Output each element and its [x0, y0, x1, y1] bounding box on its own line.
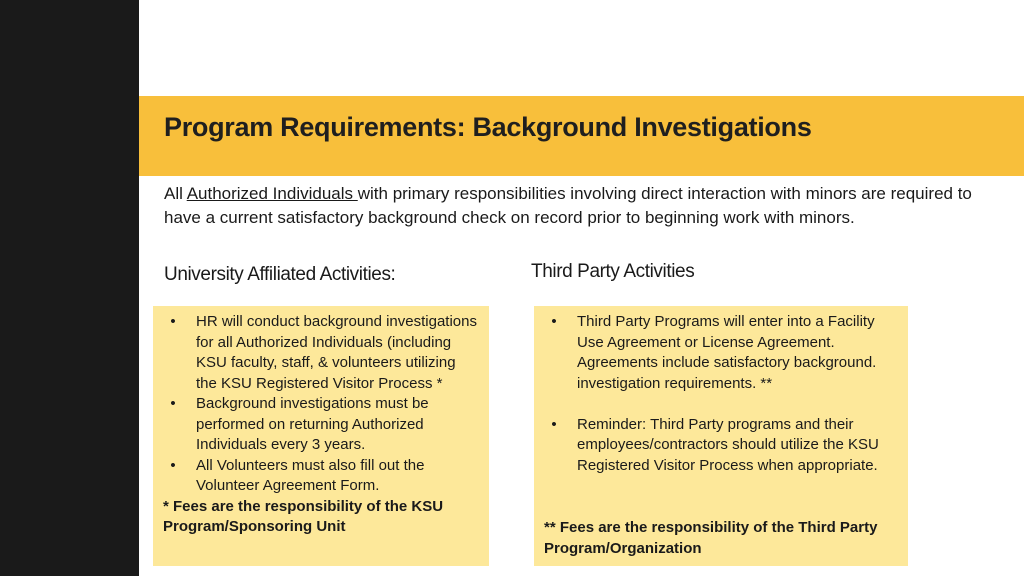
list-item — [163, 394, 479, 456]
university-activities-box — [153, 306, 489, 566]
list-item — [163, 456, 479, 497]
authorized-individuals-link[interactable]: Authorized Individuals — [186, 184, 358, 203]
bullet-icon: • — [551, 415, 557, 433]
university-fees-footnote: * Fees are the responsibility of the KSU Program/Sponsoring Unit — [163, 497, 444, 535]
intro-text-start: All — [164, 184, 187, 203]
bullet-text: Reminder: Third Party programs and their employees/contractors should utilize the KSU Registered Visitor Process when appropriate. — [577, 415, 879, 474]
third-party-activities-heading: Third Party Activities — [531, 261, 695, 282]
list-item — [544, 312, 898, 394]
list-item — [163, 312, 479, 394]
list-item — [544, 415, 898, 477]
bullet-icon: • — [551, 313, 557, 330]
bullet-text: Third Party Programs will enter into a Facility Use Agreement or License Agreement. Agreements include satisfactory background. investigation requirements. ** — [577, 313, 877, 392]
intro-text-rest: with primary responsibilities involving direct interaction with minors are required to have a current satisfactory background check on record prior to beginning work with minors. — [164, 184, 972, 227]
bullet-icon: • — [170, 395, 176, 412]
bullet-icon: • — [170, 456, 176, 474]
bullet-text: All Volunteers must also fill out the Volunteer Agreement Form. — [196, 456, 425, 494]
university-activities-heading: University Affiliated Activities: — [164, 264, 396, 285]
third-party-activities-box — [534, 306, 908, 566]
bullet-text: HR will conduct background investigations for all Authorized Individuals (including KSU faculty, staff, & volunteers utilizing the KSU Registered Visitor Process * — [196, 313, 477, 392]
bullet-icon: • — [170, 313, 176, 330]
left-decorative-bar — [0, 0, 139, 576]
bullet-text: Background investigations must be performed on returning Authorized Individuals every 3 years. — [196, 395, 429, 453]
list-spacer — [544, 394, 898, 415]
university-bullet-list — [163, 312, 479, 497]
slide-title: Program Requirements: Background Investigations — [164, 112, 812, 142]
third-party-fees-footnote: ** Fees are the responsibility of the Third Party Program/Organization — [544, 519, 878, 557]
intro-paragraph — [164, 182, 979, 230]
third-party-bullet-list — [544, 312, 898, 476]
